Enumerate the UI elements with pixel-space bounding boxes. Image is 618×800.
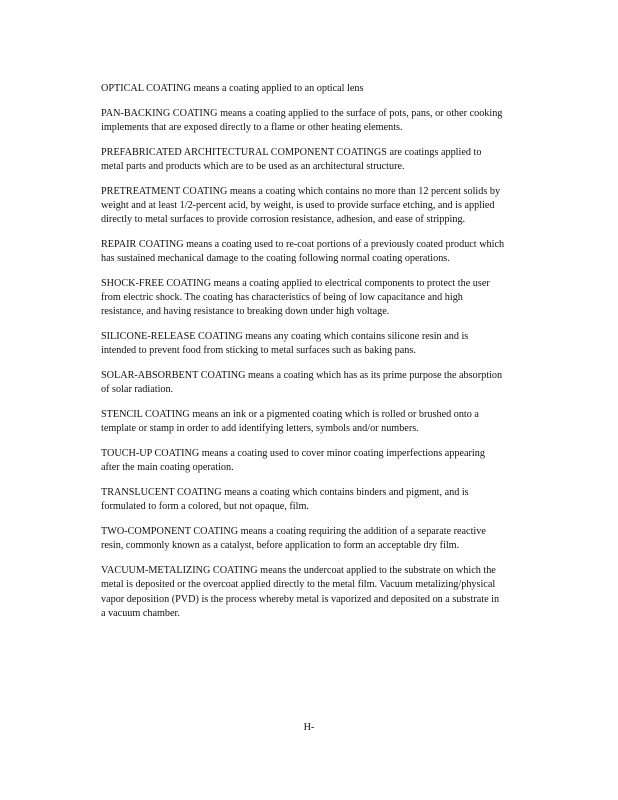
- definition-text: means the undercoat applied to the substrate on which the metal is deposited or the overcoat applied directly to the metal film. Vacuum metalizing/physical vapor deposition (PVD) is the process whereby metal is vaporized and deposited on a substrate in a vacuum chamber.: [101, 565, 500, 619]
- definition-silicone-release-coating: [101, 330, 505, 358]
- definition-two-component-coating: [101, 525, 505, 553]
- definition-text: means a coating applied to electrical components to protect the user from electric shock. The coating has characteristics of being of low capacitance and high resistance, and having resistance to breaking down under high voltage.: [101, 278, 490, 318]
- definition-repair-coating: [101, 238, 505, 266]
- definition-term: TWO-COMPONENT COATING: [101, 526, 239, 538]
- definition-term: PRETREATMENT COATING: [101, 185, 228, 197]
- definition-text: means a coating used to re-coat portions of a previously coated product which has sustained mechanical damage to the coating following normal coating operations.: [101, 239, 505, 265]
- definition-term: STENCIL COATING: [101, 409, 190, 421]
- definition-touch-up-coating: [101, 447, 505, 475]
- definition-vacuum-metalizing-coating: [101, 564, 505, 621]
- definition-text: means a coating used to cover minor coating imperfections appearing after the main coating operation.: [101, 448, 485, 474]
- definition-term: SOLAR-ABSORBENT COATING: [101, 370, 246, 382]
- definition-shock-free-coating: [101, 277, 505, 320]
- definition-text: means a coating which contains binders and pigment, and is formulated to form a colored, but not opaque, film.: [101, 487, 469, 513]
- definition-pan-backing-coating: [101, 107, 505, 135]
- definition-translucent-coating: [101, 486, 505, 514]
- definition-text: are coatings applied to metal parts and products which are to be used as an architectural structure.: [101, 146, 482, 172]
- definition-text: means a coating applied to the surface of pots, pans, or other cooking implements that are exposed directly to a flame or other heating elements.: [101, 107, 503, 133]
- definition-text: means a coating which contains no more than 12 percent solids by weight and at least 1/2-percent acid, by weight, is used to provide surface etching, and is applied directly to metal surfaces to provide corrosion resistance, adhesion, and ease of stripping.: [101, 185, 501, 226]
- definition-term: PAN-BACKING COATING: [101, 107, 218, 119]
- definition-stencil-coating: [101, 408, 505, 436]
- definition-term: TOUCH-UP COATING: [101, 448, 200, 460]
- page-number: H-: [303, 722, 315, 733]
- definition-term: SHOCK-FREE COATING: [101, 278, 212, 289]
- definition-term: REPAIR COATING: [101, 239, 184, 250]
- definition-optical-coating: [101, 82, 505, 96]
- definition-term: VACUUM-METALIZING COATING: [101, 565, 258, 577]
- definition-prefabricated-architectural-component-coatings: [101, 146, 505, 174]
- definition-solar-absorbent-coating: [101, 369, 505, 397]
- definition-pretreatment-coating: [101, 185, 505, 228]
- definition-term: SILICONE-RELEASE COATING: [101, 331, 243, 343]
- definition-text: means any coating which contains silicone resin and is intended to prevent food from sticking to metal surfaces such as baking pans.: [101, 331, 469, 357]
- definition-term: PREFABRICATED ARCHITECTURAL COMPONENT COATINGS: [101, 146, 387, 158]
- definition-text: means a coating applied to an optical lens: [190, 83, 364, 94]
- document-body: [101, 82, 505, 632]
- definition-text: means an ink or a pigmented coating which is rolled or brushed onto a template or stamp in order to add identifying letters, symbols and/or numbers.: [101, 409, 479, 435]
- definition-term: TRANSLUCENT COATING: [101, 487, 222, 499]
- definition-text: means a coating requiring the addition of a separate reactive resin, commonly known as a catalyst, before application to form an acceptable dry film.: [101, 526, 486, 552]
- definition-text: means a coating which has as its prime purpose the absorption of solar radiation.: [101, 370, 503, 396]
- definition-term: OPTICAL COATING: [101, 83, 191, 94]
